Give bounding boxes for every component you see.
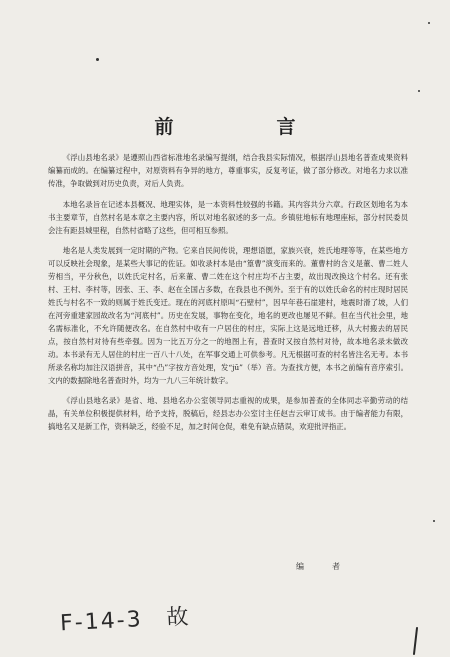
paragraph-place-name-origins: 地名是人类发展到一定时期的产物。它来自民间传说，理想语愿，家族兴衰，姓氏地理等等，在某些地方可以反映社会现象，是某些大事记的佐证。如收录村本是由“篁曹”演变而来的。董曹村的含义是董、曹二姓人劳相当，平分秋色，以姓氏定村名，后来董、曹二姓在这个村庄均不占主要，故出现改换这个村名。还有张村、王村、李村等，因张、王、李、赵在全国占多数，在我县也不例外。至于有的以姓氏命名的村庄现时居民姓氏与村名不一致的则属于姓氏变迁。现在的河底村原叫“石壁村”，因早年巷石崖建村，地震时滑了坡，人们在河旁重建家园故改名为“河底村”。历史在发展，事物在变化，地名的更改也屡见不鲜。但在当代社会里，地名需标准化，不允许随便改名。在自然村中收有一户居住的村庄，实际上这是远地迁移，从大村搬去的居民点，按自然村对待有些牵强。因为一比五万分之一的地图上有，普查时又按自然村对待，故本地名录未做改动。本书录有无人居住的村庄一百八十八处，在军事交通上可供参考。凡无根据可查的村名皆注名无考。本书所录名称均加注汉语拼音，其中“凸”字按方音处理，发“jū”（举）音。为查找方便，本书之前编有音序索引。文内的数据除地名普查时外，均为一九八三年统计数字。 (48, 246, 408, 385)
author-signature: 编 者 (296, 562, 350, 571)
preface-body (48, 152, 408, 438)
paper-speck (428, 22, 430, 24)
page-title: 前 言 (154, 116, 338, 138)
paragraph-content-scope: 本地名录旨在记述本县概况、地理实体，是一本资料性较强的书籍。其内容共分六章。行政区划地名为本书主要章节，自然村名是本章之主要内容，所以对地名叙述的多一点。乡镇驻地标有地理座标，部分村民委员会注有距县城里程，自然村省略了这些，但可相互参照。 (48, 199, 408, 235)
paper-speck (418, 90, 420, 92)
pen-stroke-icon (405, 626, 425, 656)
paper-speck (96, 58, 99, 61)
handwritten-annotation: F-14-3 故 (59, 604, 192, 637)
paper-speck (433, 520, 435, 522)
paragraph-intro: 《浮山县地名录》是遵照山西省标准地名录编写提纲，结合我县实际情况，根据浮山县地名普查成果资料编纂而成的。在编纂过程中，对原资料有争异的地方，尊重事实，反复考证，做了部分修改。对地名力求以准传准，争取做到对历史负责，对后人负责。 (48, 153, 408, 188)
paragraph-acknowledgements: 《浮山县地名录》是省、地、县地名办公室领导同志重视的成果，是参加普查的全体同志辛勤劳动的结晶，有关单位积极提供材料，给予支持，脱稿后，经县志办公室讨主任赵吉云审订成书。由于编者能力有限，搞地名又是新工作，资料缺乏，经验不足，加之时间仓促，难免有缺点错误，欢迎批评指正。 (48, 396, 408, 432)
